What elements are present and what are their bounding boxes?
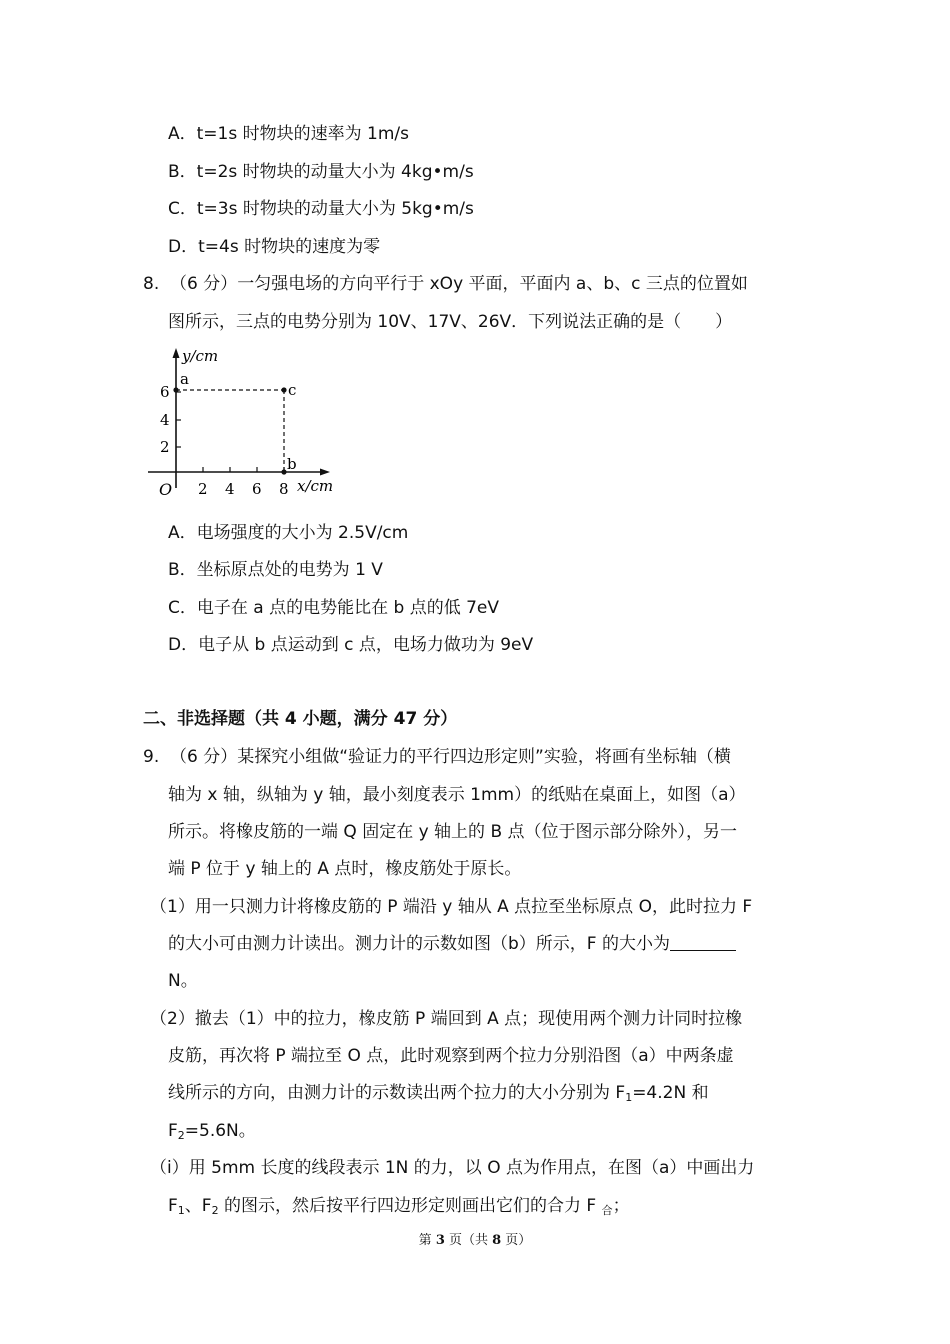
- q7-option-b: B．t=2s 时物块的动量大小为 4kg•m/s: [168, 162, 474, 182]
- q9-part2-line: $F_2=5.6N$。: [168, 1121, 256, 1142]
- q9-stem-line: 端 P 位于 y 轴上的 A 点时，橡皮筋处于原长。: [168, 859, 522, 879]
- x-tick-label: 4: [225, 480, 235, 498]
- point-b: [281, 469, 286, 474]
- x-tick-label: 6: [252, 480, 262, 498]
- page-footer: 第 3 页（共 8 页）: [418, 1233, 532, 1248]
- y-tick-label: 2: [160, 438, 170, 456]
- point-a: [173, 387, 178, 392]
- origin-label: O: [159, 480, 173, 499]
- q9-part2-line: 线所示的方向，由测力计的示数读出两个拉力的大小分别为 $F_1=4.2N$ 和: [168, 1083, 709, 1104]
- x-axis-arrow: [320, 469, 330, 476]
- q7-option-a: A．t=1s 时物块的速率为 1m/s: [168, 124, 409, 144]
- point-c-label: c: [288, 381, 297, 399]
- q8-option-c: C．电子在 a 点的电势能比在 b 点的低 7eV: [168, 598, 500, 618]
- q9-part2-line: （2）撤去（1）中的拉力，橡皮筋 P 端回到 A 点；现使用两个测力计同时拉橡: [150, 1009, 743, 1029]
- q8-option-b: B．坐标原点处的电势为 1 V: [168, 560, 383, 580]
- q9-part1-line: （1）用一只测力计将橡皮筋的 P 端沿 y 轴从 A 点拉至坐标原点 O，此时拉力 F: [150, 897, 753, 917]
- q9-part2i-line: （i）用 5mm 长度的线段表示 1N 的力，以 O 点为作用点，在图（a）中画出力: [150, 1158, 755, 1178]
- q9-stem-line: （6 分）某探究小组做“验证力的平行四边形定则”实验，将画有坐标轴（横: [170, 747, 731, 767]
- q9-part2-line: 皮筋，再次将 P 端拉至 O 点，此时观察到两个拉力分别沿图（a）中两条虚: [168, 1046, 734, 1066]
- q8-option-d: D．电子从 b 点运动到 c 点，电场力做功为 9eV: [168, 635, 534, 655]
- q9-part1-line: N。: [168, 971, 198, 991]
- q8-number: 8.: [143, 274, 160, 294]
- x-tick-label: 2: [198, 480, 208, 498]
- y-axis-arrow: [173, 348, 180, 358]
- answer-blank[interactable]: [670, 934, 736, 951]
- q8-option-a: A．电场强度的大小为 2.5V/cm: [168, 523, 409, 543]
- q8-stem-line2: 图所示，三点的电势分别为 10V、17V、26V．下列说法正确的是（ ）: [168, 312, 733, 332]
- q7-option-c: C．t=3s 时物块的动量大小为 5kg•m/s: [168, 199, 474, 219]
- y-tick-label: 6: [160, 383, 170, 401]
- q9-part2i-line: $F_1$、$F_2$ 的图示，然后按平行四边形定则画出它们的合力 F $_合$；: [168, 1196, 630, 1217]
- q9-stem-line: 轴为 x 轴，纵轴为 y 轴，最小刻度表示 1mm）的纸贴在桌面上，如图（a）: [168, 785, 746, 805]
- point-c: [281, 387, 286, 392]
- x-tick-label: 8: [279, 480, 289, 498]
- y-tick-label: 4: [160, 411, 170, 429]
- y-axis-label: y/cm: [182, 347, 219, 365]
- point-a-label: a: [180, 370, 189, 388]
- q9-part1-line: 的大小可由测力计读出。测力计的示数如图（b）所示，F 的大小为: [168, 933, 736, 955]
- x-axis-label: x/cm: [297, 477, 334, 495]
- q8-coordinate-figure: [140, 342, 340, 507]
- point-b-label: b: [287, 455, 297, 473]
- q9-stem-line: 所示。将橡皮筋的一端 Q 固定在 y 轴上的 B 点（位于图示部分除外），另一: [168, 822, 738, 842]
- q7-option-d: D．t=4s 时物块的速度为零: [168, 237, 381, 257]
- q8-stem-line1: （6 分）一匀强电场的方向平行于 xOy 平面，平面内 a、b、c 三点的位置如: [170, 274, 748, 294]
- q9-number: 9.: [143, 747, 160, 767]
- section-heading: 二、非选择题（共 4 小题，满分 47 分）: [143, 709, 458, 729]
